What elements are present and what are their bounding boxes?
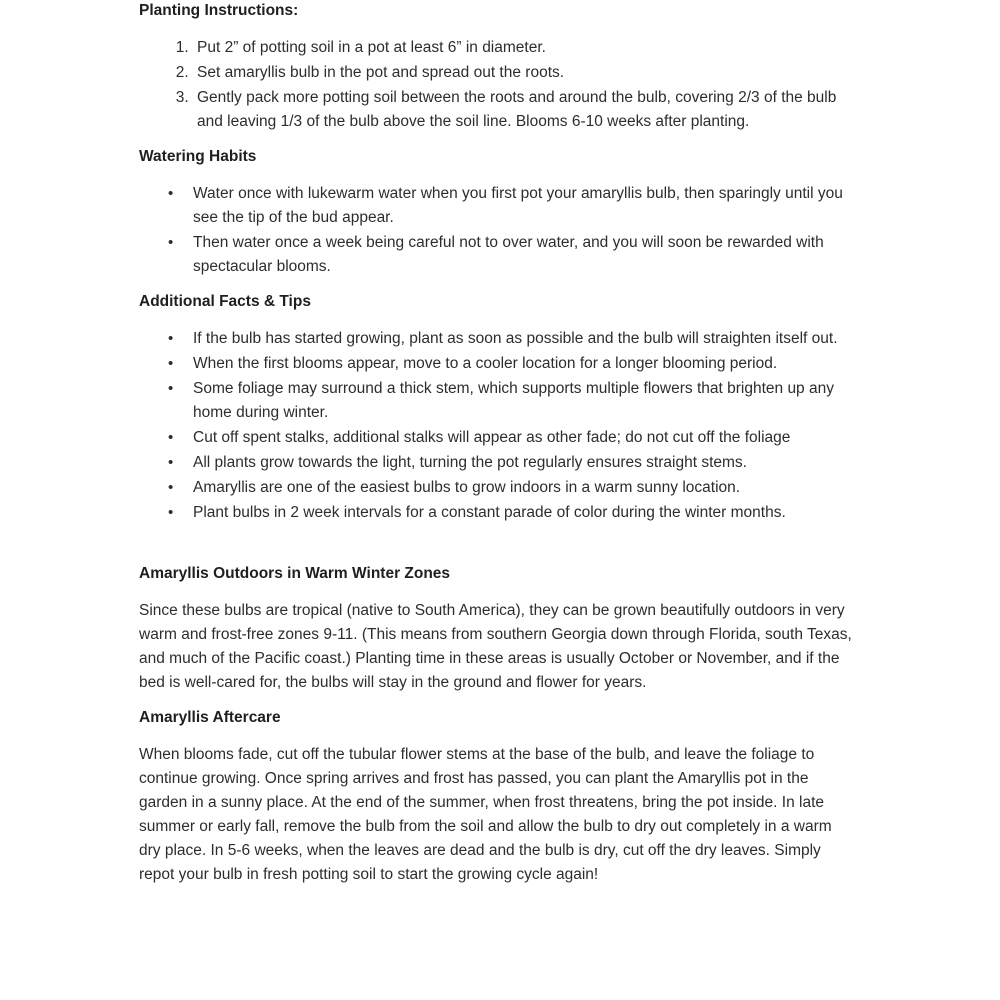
list-item: • Some foliage may surround a thick stem, which supports multiple flowers that brighten up any home during winter.	[193, 377, 855, 425]
list-item: • If the bulb has started growing, plant as soon as possible and the bulb will straighten itself out.	[193, 327, 855, 351]
list-item: • Amaryllis are one of the easiest bulbs to grow indoors in a warm sunny location.	[193, 476, 855, 500]
planting-instructions-heading: Planting Instructions:	[139, 2, 299, 19]
outdoors-paragraph: Since these bulbs are tropical (native to South America), they can be grown beautifully outdoors in very warm and frost-free zones 9-11. (This means from southern Georgia down through Florida, south Texas, and much of the Pacific coast.) Planting time in these areas is usually October or November, and if the bed is well-cared for, the bulbs will stay in the ground and flower for years.	[139, 602, 852, 691]
list-item: • Cut off spent stalks, additional stalks will appear as other fade; do not cut off the foliage	[193, 426, 855, 450]
list-item: 3. Gently pack more potting soil between the roots and around the bulb, covering 2/3 of the bulb and leaving 1/3 of the bulb above the soil line. Blooms 6-10 weeks after planting.	[193, 86, 855, 134]
additional-facts-list	[139, 327, 855, 525]
watering-habits-heading: Watering Habits	[139, 148, 257, 165]
list-item: 2. Set amaryllis bulb in the pot and spread out the roots.	[193, 61, 855, 85]
aftercare-heading: Amaryllis Aftercare	[139, 709, 281, 726]
list-item: • All plants grow towards the light, turning the pot regularly ensures straight stems.	[193, 451, 855, 475]
aftercare-paragraph: When blooms fade, cut off the tubular flower stems at the base of the bulb, and leave the foliage to continue growing. Once spring arrives and frost has passed, you can plant the Amaryllis pot in the garden in a sunny place. At the end of the summer, when frost threatens, bring the pot inside. In late summer or early fall, remove the bulb from the soil and allow the bulb to dry out completely in a warm dry place. In 5-6 weeks, when the leaves are dead and the bulb is dry, cut off the dry leaves. Simply repot your bulb in fresh potting soil to start the growing cycle again!	[139, 746, 832, 883]
list-item: • When the first blooms appear, move to a cooler location for a longer blooming period.	[193, 352, 855, 376]
list-item: • Then water once a week being careful not to over water, and you will soon be rewarded with spectacular blooms.	[193, 231, 855, 279]
watering-habits-list	[139, 182, 855, 279]
list-item: 1. Put 2” of potting soil in a pot at least 6” in diameter.	[193, 36, 855, 60]
list-item: • Water once with lukewarm water when you first pot your amaryllis bulb, then sparingly until you see the tip of the bud appear.	[193, 182, 855, 230]
planting-instructions-list	[139, 36, 855, 134]
additional-facts-heading: Additional Facts & Tips	[139, 293, 311, 310]
outdoors-heading: Amaryllis Outdoors in Warm Winter Zones	[139, 565, 451, 582]
list-item: • Plant bulbs in 2 week intervals for a constant parade of color during the winter months.	[193, 501, 855, 525]
